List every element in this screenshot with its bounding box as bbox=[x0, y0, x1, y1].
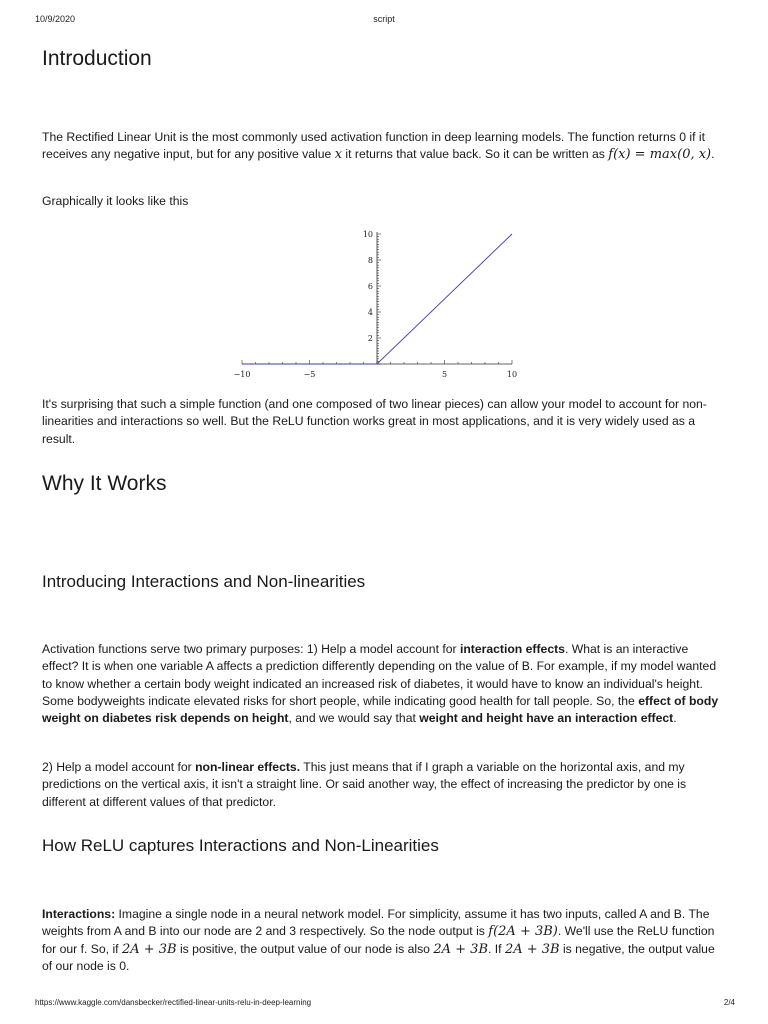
x-tick-label: −5 bbox=[303, 370, 316, 379]
math-2a-3b: 2A + 3B bbox=[433, 941, 488, 957]
bold-interaction-effect: weight and height have an interaction effect bbox=[419, 711, 674, 726]
bold-interaction-effects: interaction effects bbox=[459, 642, 565, 656]
paragraph-graphically: Graphically it looks like this bbox=[42, 194, 189, 208]
bold-nonlinear-effects: non-linear effects. bbox=[195, 760, 301, 774]
math-x: x bbox=[334, 147, 343, 163]
y-tick-label: 2 bbox=[367, 334, 373, 343]
x-tick-label: 10 bbox=[506, 370, 518, 379]
paragraph-interactions-example: Interactions: Imagine a single node in a neural network model. For simplicity, assume it has two inputs, called A and B. The weights from A and B into our node are 2 and 3 respectively. So the node output is f(2A + 3B). We'll use the ReLU function for our f. So, if 2A + 3B is positive, the output value of our node is also 2A + 3B. If 2A + 3B is negative, the output value of our node is 0. bbox=[42, 907, 715, 973]
paragraph-relu-summary: It's surprising that such a simple function (and one composed of two linear pieces) can allow your model to account for non-linearities and interactions so well. But the ReLU function works great in most applications, and it is very widely used as a result. bbox=[42, 397, 707, 446]
y-tick-label: 6 bbox=[367, 282, 373, 291]
y-tick-label: 10 bbox=[362, 230, 373, 239]
print-title: script bbox=[373, 14, 395, 24]
print-date: 10/9/2020 bbox=[35, 14, 76, 24]
math-f-2a-3b: f(2A + 3B) bbox=[488, 924, 558, 940]
paragraph-activation-purposes: Activation functions serve two primary purposes: 1) Help a model account for interaction effects. What is an interactive effect? It is when one variable A affects a prediction differently depending on the value of B. For example, if my model wanted to know whether a certain body weight indicated an increased risk of diabetes, it would have to know an individual's height. Some bodyweights indicate elevated risks for short people, while indicating good health for tall people. So, the effect of body weight on diabetes risk depends on height, and we would say that weight and height have an interaction effect. bbox=[42, 642, 719, 726]
y-tick-label: 4 bbox=[367, 308, 373, 317]
paragraph-relu-definition: The Rectified Linear Unit is the most commonly used activation function in deep learning models. The function returns 0 if it receives any negative input, but for any positive value x it returns that value back. So it can be written as f(x) = max(0, x). bbox=[42, 130, 715, 163]
bold-interactions-label: Interactions: bbox=[42, 907, 116, 921]
paragraph-nonlinear-effects: 2) Help a model account for non-linear effects. This just means that if I graph a variable on the horizontal axis, and my predictions on the vertical axis, it isn't a straight line. Or said another way, the effect of increasing the predictor by one is different at different values of that predictor. bbox=[42, 760, 687, 809]
heading-how-relu-captures: How ReLU captures Interactions and Non-Linearities bbox=[42, 836, 439, 855]
print-url: https://www.kaggle.com/dansbecker/rectified-linear-units-relu-in-deep-learning bbox=[35, 998, 312, 1007]
math-relu-formula: f(x) = max(0, x) bbox=[608, 147, 712, 163]
y-tick-label: 8 bbox=[367, 256, 373, 265]
page-number: 2/4 bbox=[723, 998, 735, 1007]
heading-interactions-nonlinearities: Introducing Interactions and Non-linearities bbox=[42, 572, 366, 591]
x-tick-label: −10 bbox=[233, 370, 251, 379]
math-2a-3b: 2A + 3B bbox=[121, 941, 177, 957]
heading-why-it-works: Why It Works bbox=[42, 472, 167, 495]
heading-introduction: Introduction bbox=[42, 47, 152, 70]
bold-body-weight-effect: effect of body weight on diabetes risk depends on height bbox=[42, 693, 719, 726]
relu-chart bbox=[232, 224, 522, 384]
x-tick-label: 5 bbox=[441, 370, 448, 379]
math-2a-3b: 2A + 3B bbox=[504, 941, 560, 957]
